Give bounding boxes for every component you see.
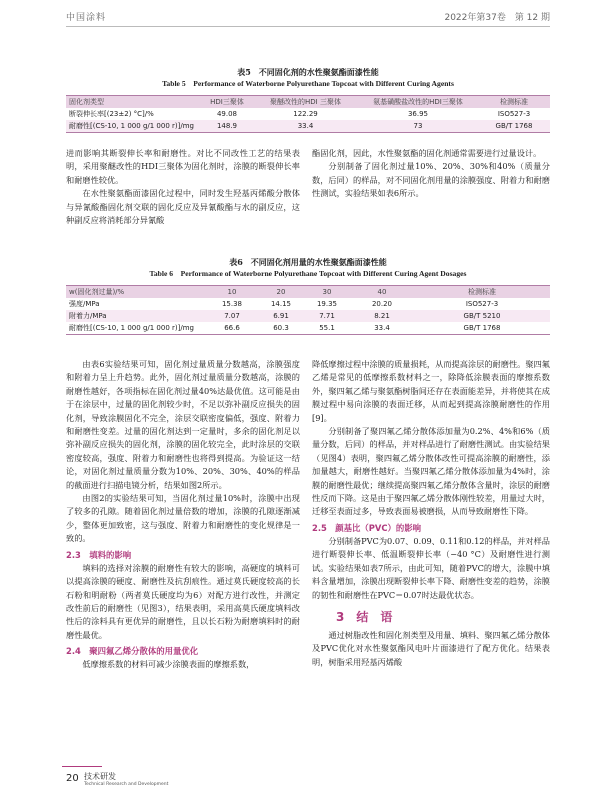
table-cell: 7.71 bbox=[304, 310, 350, 322]
table6-header-cell: 20 bbox=[258, 286, 304, 299]
journal-name: 中国涂料 bbox=[66, 13, 107, 23]
table6-header-cell: 40 bbox=[350, 286, 414, 299]
table-cell: 20.20 bbox=[371, 300, 393, 308]
table-cell: 73 bbox=[358, 120, 478, 133]
section-heading-2-3: 2.3 填料的影响 bbox=[66, 549, 132, 560]
table-cell: 66.6 bbox=[206, 322, 258, 335]
table-cell: 耐磨性[(CS-10, 1 000 g/1 000 r)]/mg bbox=[66, 120, 201, 133]
issue-info: 2022年第37卷 第 12 期 bbox=[444, 13, 550, 23]
table-row bbox=[66, 298, 550, 310]
table-row bbox=[66, 120, 550, 133]
page-number: 20 bbox=[66, 773, 79, 784]
table-cell: 60.3 bbox=[258, 322, 304, 335]
table-row bbox=[66, 108, 550, 120]
table6-header-cell: w(固化剂过量)/% bbox=[66, 286, 206, 299]
table-cell: 耐磨性[(CS-10, 1 000 g/1 000 r)]/mg bbox=[66, 322, 206, 335]
table6-header-row bbox=[66, 286, 550, 299]
table-cell: 断裂伸长率[(23±2) °C]/% bbox=[69, 110, 154, 118]
table-row bbox=[66, 310, 550, 322]
upper-left-column bbox=[66, 147, 300, 227]
table5-header-cell: HDI三聚体 bbox=[201, 96, 253, 109]
table5-header-row bbox=[66, 96, 550, 109]
header-rule bbox=[66, 26, 550, 27]
paragraph: 分别制备PVC为0.07、0.09、0.11和0.12的样品，并对样品进行断裂伸长率、低温断裂伸长率（−40 °C）及耐磨性进行测试。实验结果如表7所示，由此可知，随着PVC的增大，涂膜中填料含量增加，涂膜出现断裂伸长率下降、耐磨性变差的趋势，涂膜的韧性和耐磨性在PVC＝0.07时达最优状态。 bbox=[312, 535, 550, 600]
table-cell: ISO527-3 bbox=[497, 110, 531, 118]
table-row bbox=[66, 322, 550, 335]
table5 bbox=[66, 95, 550, 133]
section-heading-2-5: 2.5 颜基比（PVC）的影响 bbox=[312, 522, 421, 533]
footer-section-en: Technical Research and Development bbox=[84, 782, 169, 787]
paragraph: 由表6实验结果可知，固化剂过量质量分数越高，涂膜强度和附着力呈上升趋势。此外，固化剂过量质量分数越高，涂膜的耐磨性越好，各项指标在固化剂过量40%达最优值。这可能是由于在涂层中，过量的固化剂较少时，不足以弥补副反应损失的固化剂，导致涂膜固化不完全，涂层交联密度偏低，强度、附着力和耐磨性变差。过量的固化剂达到一定量时，多余的固化剂足以弥补副反应损失的固化剂，涂膜的固化较完全，此时涂层的交联密度较高，强度、附着力和耐磨性也将得到提高。为验证这一结论，对固化剂过量质量分数为10%、20%、30%、40%的样品的截面进行扫描电镜分析，结果如图2所示。 bbox=[66, 359, 300, 490]
table5-header-cell: 聚醚改性的HDI 三聚体 bbox=[253, 96, 358, 109]
table5-caption bbox=[66, 67, 550, 89]
table6-header-cell: 10 bbox=[206, 286, 258, 299]
paragraph: 进而影响其断裂伸长率和耐磨性。对比不同改性工艺的结果表明，采用聚醚改性的HDI三聚体为固化剂时，涂膜的断裂伸长率和耐磨性较优。 bbox=[66, 148, 300, 185]
table-cell: 55.1 bbox=[304, 322, 350, 335]
table-cell: 强度/MPa bbox=[69, 300, 100, 308]
table-cell: GB/T 5210 bbox=[414, 310, 550, 322]
paragraph: 降低摩擦过程中涂膜的质量损耗，从而提高涂层的耐磨性。聚四氟乙烯是常见的低摩擦系数材料之一，除降低涂膜表面的摩擦系数外，聚四氟乙烯与聚氨酯树脂间还存在表面能差异，并将使其在成膜过程中易向涂膜的表面迁移，从而起到提高涂膜耐磨性的作用[9]。 bbox=[312, 359, 550, 423]
paragraph: 由图2的实验结果可知，当固化剂过量10%时，涂膜中出现了较多的孔隙。随着固化剂过量倍数的增加，涂膜的孔隙逐渐减少，整体更加致密，这与强度、附着力和耐磨性的变化规律是一致的。 bbox=[66, 493, 300, 544]
upper-right-column bbox=[312, 147, 550, 201]
table6-caption bbox=[66, 257, 550, 279]
paragraph: 低摩擦系数的材料可减少涂膜表面的摩擦系数， bbox=[82, 659, 255, 670]
paragraph: 分别制备了固化剂过量10%、20%、30%和40%（质量分数，后同）的样品，对不同固化剂用量的涂膜强度、附着力和耐磨性测试，实验结果如表6所示。 bbox=[312, 161, 550, 199]
footer-rule bbox=[62, 766, 102, 767]
table6 bbox=[66, 285, 550, 335]
table6-header-cell: 30 bbox=[304, 286, 350, 299]
table6-header-cell: 检测标准 bbox=[414, 286, 550, 299]
table5-header-cell: 检测标准 bbox=[478, 96, 550, 109]
table-cell: 49.08 bbox=[216, 110, 238, 118]
table-cell: 14.15 bbox=[270, 300, 292, 308]
table-cell: 8.21 bbox=[350, 310, 414, 322]
table5-header-cell: 氨基磺酸盐改性的HDI三聚体 bbox=[358, 96, 478, 109]
paragraph: 在水性聚氨酯面漆固化过程中，同时发生羟基丙烯酸分散体与异氰酸酯固化剂交联的固化反应及异氰酸酯与水的副反应，这种副反应将消耗部分异氰酸 bbox=[66, 188, 300, 226]
table-cell: 36.95 bbox=[407, 110, 429, 118]
paragraph: 分别制备了聚四氟乙烯分散体添加量为0.2%、4%和6%（质量分数，后同）的样品，并对样品进行了耐磨性测试。由实验结果（见图4）表明，聚四氟乙烯分散体改性可提高涂膜的耐磨性，添加量越大，耐磨性越好。当聚四氟乙烯分散体添加量为4%时，涂膜的耐磨性最优；继续提高聚四氟乙烯分散体含量时，涂层的耐磨性反而下降。这是由于聚四氟乙烯分散体刚性较差，用量过大时，迁移至表面过多，导致表面易被磨损，从而导致耐磨性下降。 bbox=[312, 426, 550, 517]
table-cell: 15.38 bbox=[221, 300, 243, 308]
lower-right-column bbox=[312, 358, 550, 669]
table-cell: 7.07 bbox=[206, 310, 258, 322]
table-cell: ISO527-3 bbox=[465, 300, 499, 308]
footer-section-cn: 技术研发 bbox=[84, 772, 116, 781]
table5-caption-en: Table 5 Performance of Waterborne Polyurethane Topcoat with Different Curing Agents bbox=[162, 79, 454, 88]
table5-caption-cn: 表5 不同固化剂的水性聚氨酯面漆性能 bbox=[237, 67, 379, 77]
table-cell: 122.29 bbox=[293, 110, 318, 118]
lower-left-column bbox=[66, 358, 300, 672]
table6-caption-cn: 表6 不同固化剂用量的水性聚氨酯面漆性能 bbox=[229, 257, 387, 267]
table-cell: 33.4 bbox=[350, 322, 414, 335]
table-cell: 附着力/MPa bbox=[66, 310, 206, 322]
paragraph: 填料的选择对涂膜的耐磨性有较大的影响，高硬度的填料可以提高涂膜的硬度、耐磨性及抗刮痕性。通过莫氏硬度较高的长石粉和明耐粉（两者莫氏硬度均为6）对配方进行改性，并测定改性前后的耐磨性（见图3），结果表明，采用高莫氏硬度填料改性后的涂料具有更优异的耐磨性，且以长石粉为耐磨填料时的耐磨性最优。 bbox=[66, 562, 300, 640]
table-cell: GB/T 1768 bbox=[414, 322, 550, 335]
table5-header-cell: 固化剂类型 bbox=[66, 96, 201, 109]
section-heading-3: 3 结 语 bbox=[336, 609, 393, 624]
table-cell: GB/T 1768 bbox=[478, 120, 550, 133]
table-cell: 19.35 bbox=[316, 300, 338, 308]
section-heading-2-4: 2.4 聚四氟乙烯分散体的用量优化 bbox=[66, 646, 199, 657]
table6-caption-en: Table 6 Performance of Waterborne Polyurethane Topcoat with Different Curing Agent Dosages bbox=[149, 269, 467, 278]
paragraph: 通过树脂改性和固化剂类型及用量、填料、聚四氟乙烯分散体及PVC优化对水性聚氨酯风电叶片面漆进行了配方优化。结果表明，树脂采用羟基丙烯酸 bbox=[312, 629, 550, 667]
paragraph: 酯固化剂，因此，水性聚氨酯的固化剂通常需要进行过量设计。 bbox=[312, 148, 542, 158]
table-cell: 148.9 bbox=[201, 120, 253, 133]
table-cell: 6.91 bbox=[258, 310, 304, 322]
table-cell: 33.4 bbox=[253, 120, 358, 133]
